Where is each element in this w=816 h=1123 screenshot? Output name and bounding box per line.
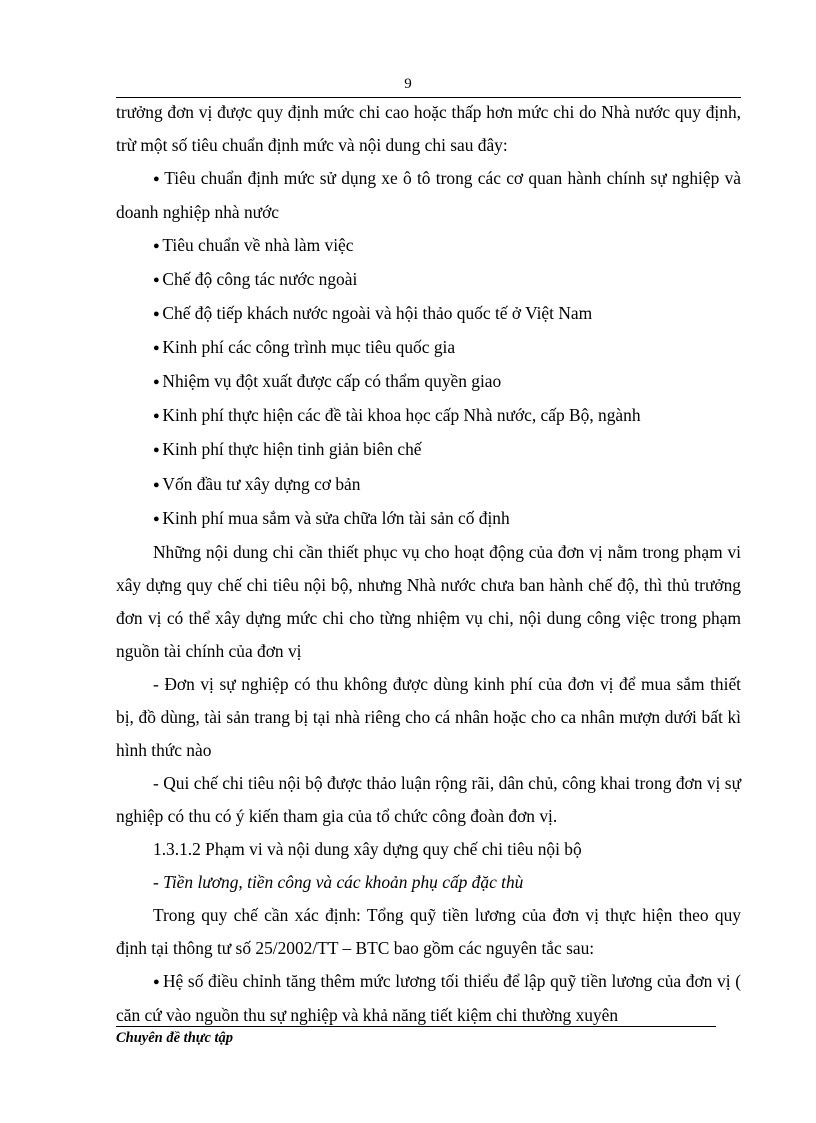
paragraph: - Đơn vị sự nghiệp có thu không được dùng kinh phí của đơn vị để mua sắm thiết bị, đồ dùng, tài sản trang bị tại nhà riêng cho cá nhân hoặc cho ca nhân mượn dưới bất kì hình thức nào [116,673,741,760]
bullet-item: ● Vốn đầu tư xây dựng cơ bản [116,468,741,502]
footer-text: Chuyên đề thực tập [116,1030,234,1046]
bullet-item: ● Kinh phí thực hiện tinh giản biên chế [116,433,741,467]
paragraph: trưởng đơn vị được quy định mức chi cao hoặc thấp hơn mức chi do Nhà nước quy định, trừ một số tiêu chuẩn định mức và nội dung chi sau đây: [116,102,741,156]
footer-rule [116,1026,716,1027]
bullet-item: ● Chế độ tiếp khách nước ngoài và hội thảo quốc tế ở Việt Nam [116,297,741,331]
bullet-item: ● Kinh phí mua sắm và sửa chữa lớn tài sản cố định [116,502,741,536]
bullet-item: ● Chế độ công tác nước ngoài [116,263,741,297]
bullet-item: ● Kinh phí các công trình mục tiêu quốc gia [116,331,741,365]
bullet-item: ● Nhiệm vụ đột xuất được cấp có thẩm quyền giao [116,365,741,399]
section-heading: 1.3.1.2 Phạm vi và nội dung xây dựng quy chế chi tiêu nội bộ [153,839,582,860]
bullet-item: ● Kinh phí thực hiện các đề tài khoa học cấp Nhà nước, cấp Bộ, ngành [116,399,741,433]
italic-subheading: - Tiền lương, tiền công và các khoản phụ cấp đặc thù [153,872,524,893]
document-body [116,96,741,1032]
bullet-item: ● Tiêu chuẩn định mức sử dụng xe ô tô trong các cơ quan hành chính sự nghiệp và doanh nghiệp nhà nước [116,162,741,229]
paragraph: - Qui chế chi tiêu nội bộ được thảo luận rộng rãi, dân chủ, công khai trong đơn vị sự nghiệp có thu có ý kiến tham gia của tổ chức công đoàn đơn vị. [116,772,741,826]
paragraph: Trong quy chế cần xác định: Tổng quỹ tiền lương của đơn vị thực hiện theo quy định tại thông tư số 25/2002/TT – BTC bao gồm các nguyên tắc sau: [116,905,741,959]
bullet-item: ● Tiêu chuẩn về nhà làm việc [116,229,741,263]
page-number: 9 [404,76,412,92]
bullet-item: ● Hệ số điều chỉnh tăng thêm mức lương tối thiểu để lập quỹ tiền lương của đơn vị ( căn cứ vào nguồn thu sự nghiệp và khả năng tiết kiệm chi thường xuyên [116,965,741,1032]
paragraph: Những nội dung chi cần thiết phục vụ cho hoạt động của đơn vị nằm trong phạm vi xây dựng quy chế chi tiêu nội bộ, nhưng Nhà nước chưa ban hành chế độ, thì thủ trưởng đơn vị có thể xây dựng mức chi cho từng nhiệm vụ chi, nội dung công việc trong phạm nguồn tài chính của đơn vị [116,541,741,661]
